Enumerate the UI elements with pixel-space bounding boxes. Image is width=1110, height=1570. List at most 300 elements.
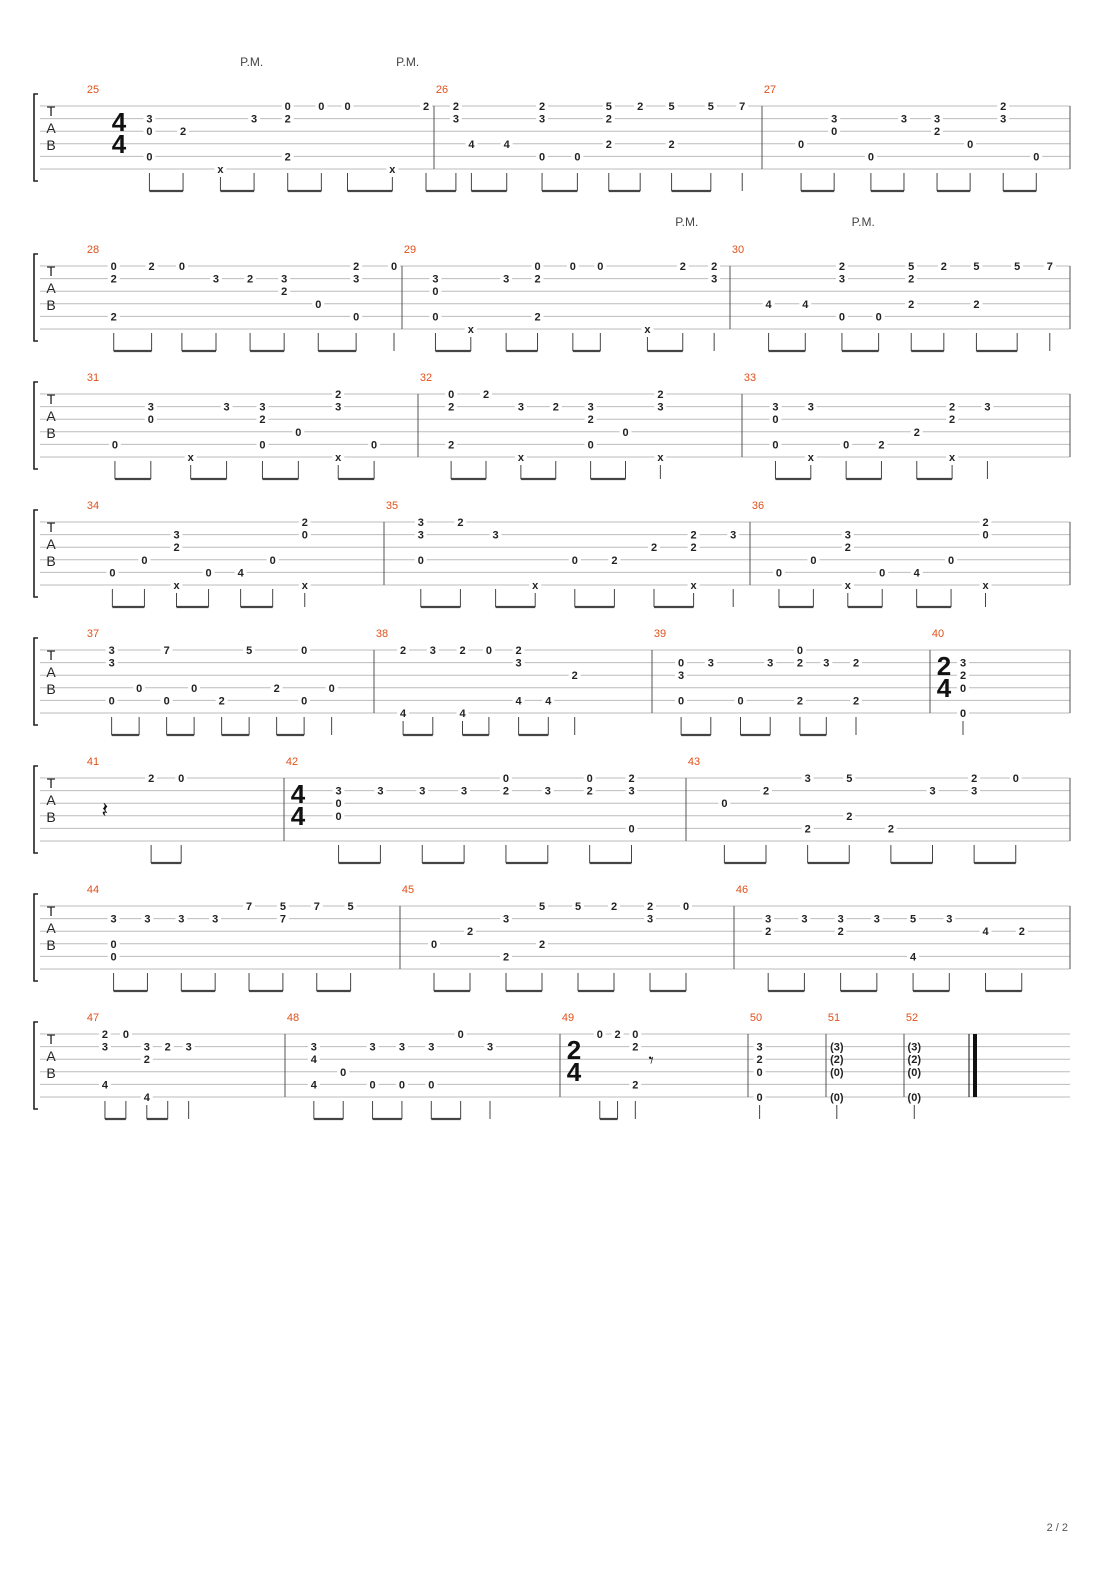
fret-number: 0 [146, 151, 153, 164]
fret-number: 2 [940, 261, 947, 273]
fret-number: 0 [457, 1029, 464, 1041]
fret-number: (0) [907, 1066, 922, 1079]
fret-number: 3 [756, 1041, 763, 1054]
tab-clef-letter: B [46, 809, 56, 825]
fret-number: 7 [163, 645, 170, 657]
fret-number: 2 [281, 286, 288, 299]
fret-number: 0 [982, 529, 989, 542]
measure [386, 500, 739, 607]
fret-number: 7 [739, 101, 746, 113]
tab-system [34, 884, 1070, 991]
measure-number: 49 [561, 1012, 575, 1024]
tab-clef-letter: A [46, 280, 56, 296]
fret-number: 3 [417, 517, 424, 529]
fret-number: 2 [101, 1029, 109, 1041]
dead-note: x [532, 580, 539, 592]
fret-number: 2 [646, 901, 654, 913]
measure [654, 628, 862, 735]
fret-number: 2 [247, 273, 254, 286]
fret-number: 3 [971, 785, 978, 798]
dead-note: x [844, 580, 851, 592]
fret-number: 4 [515, 695, 522, 708]
fret-number: 2 [284, 151, 291, 164]
fret-number: 0 [569, 261, 576, 273]
fret-number: 2 [605, 113, 612, 126]
fret-number: 0 [772, 439, 779, 452]
measure-number: 42 [285, 756, 299, 768]
fret-number: 3 [417, 529, 424, 542]
fret-number: (2) [907, 1054, 922, 1067]
fret-number: 2 [908, 298, 915, 311]
fret-number: 0 [682, 901, 690, 913]
palm-mute-mark: P.M. [240, 55, 264, 69]
dead-note: x [335, 452, 342, 464]
measure [436, 84, 748, 191]
fret-number: 7 [1046, 261, 1053, 273]
fret-number: 5 [1014, 261, 1021, 273]
fret-number: 5 [910, 913, 917, 926]
fret-number: 3 [502, 913, 510, 926]
system-brace [34, 894, 38, 981]
measure-number: 34 [86, 500, 100, 512]
fret-number: (3) [907, 1041, 922, 1054]
measure-number: 30 [731, 244, 745, 256]
tab-system [34, 55, 1070, 191]
fret-number: 3 [369, 1041, 376, 1054]
fret-number: 2 [400, 645, 407, 657]
fret-number: 3 [398, 1041, 405, 1054]
fret-number: 0 [353, 311, 360, 324]
fret-number: 0 [967, 138, 974, 151]
measure [764, 84, 1042, 191]
measure [287, 1012, 496, 1119]
measure-number: 44 [86, 884, 100, 896]
measure-number: 52 [905, 1012, 919, 1024]
fret-number: 3 [646, 913, 654, 926]
measure [752, 500, 992, 607]
measure [736, 884, 1028, 991]
fret-number: 0 [146, 126, 153, 139]
fret-number: 3 [1000, 113, 1007, 126]
fret-number: 3 [711, 273, 718, 286]
fret-number: 4 [910, 951, 917, 964]
fret-number: 3 [628, 785, 635, 798]
measure-number: 32 [419, 372, 433, 384]
fret-number: 7 [313, 901, 320, 913]
time-signature-top: 2 [936, 651, 952, 681]
fret-number: 2 [837, 926, 844, 939]
measure-number: 47 [86, 1012, 100, 1024]
fret-number: 2 [466, 926, 474, 939]
fret-number: 0 [959, 708, 967, 720]
measure-number: 29 [403, 244, 417, 256]
fret-number: 2 [148, 773, 155, 785]
measure [376, 628, 581, 735]
tab-clef-letter: B [46, 137, 56, 153]
fret-number: 0 [538, 151, 546, 164]
fret-number: 3 [486, 1041, 494, 1054]
measure [932, 628, 969, 735]
fret-number: 2 [959, 670, 967, 683]
fret-number: 0 [1033, 151, 1040, 164]
fret-number: 2 [353, 261, 360, 273]
system-brace [34, 94, 38, 181]
tab-clef-letter: B [46, 553, 56, 569]
fret-number: 3 [517, 401, 524, 414]
fret-number: 2 [611, 554, 618, 567]
fret-number: 0 [110, 951, 117, 964]
dead-note: x [301, 580, 308, 592]
fret-number: 2 [148, 261, 155, 273]
fret-number: 0 [136, 682, 143, 695]
fret-number: 3 [310, 1041, 317, 1054]
measure-number: 33 [743, 372, 757, 384]
fret-number: 2 [949, 401, 956, 414]
measure-number: 31 [86, 372, 100, 384]
fret-number: 5 [538, 901, 546, 913]
time-signature-bottom: 4 [566, 1057, 582, 1087]
measure-number: 27 [763, 84, 777, 96]
measure [87, 756, 187, 863]
measure-number: 25 [86, 84, 100, 96]
fret-number: 3 [101, 1041, 109, 1054]
fret-number: 0 [340, 1066, 347, 1079]
fret-number: 0 [798, 138, 805, 151]
fret-number: 2 [301, 517, 308, 529]
tab-system [34, 1012, 1070, 1119]
measure [87, 84, 462, 191]
measure [906, 1012, 921, 1119]
fret-number: 3 [143, 1041, 150, 1054]
fret-number: 0 [959, 682, 967, 695]
fret-number: 0 [571, 554, 578, 567]
fret-number: 4 [765, 298, 772, 311]
measure [87, 244, 400, 351]
fret-number: 2 [422, 101, 430, 113]
measure [87, 1012, 195, 1119]
fret-number: 2 [502, 785, 510, 798]
fret-number: 0 [301, 529, 308, 542]
fret-number: 0 [810, 554, 817, 567]
fret-number: 2 [878, 439, 885, 452]
fret-number: 2 [610, 901, 618, 913]
fret-number: 0 [269, 554, 276, 567]
fret-number: 4 [459, 708, 466, 720]
fret-number: 5 [574, 901, 582, 913]
fret-number: 0 [122, 1029, 129, 1041]
fret-number: 3 [429, 645, 436, 657]
fret-number: 0 [428, 1079, 435, 1092]
dead-note: x [467, 324, 474, 336]
fret-number: 2 [690, 529, 697, 542]
fret-number: 0 [534, 261, 541, 273]
fret-number: 2 [913, 426, 920, 439]
fret-number: 3 [147, 401, 154, 414]
fret-number: 3 [432, 273, 439, 286]
fret-number: 2 [552, 401, 559, 414]
fret-number: 2 [679, 261, 686, 273]
fret-number: 3 [452, 113, 459, 126]
fret-number: 0 [678, 695, 685, 708]
tab-clef-letter: T [46, 647, 56, 663]
measure [562, 1012, 654, 1119]
fret-number: 2 [796, 657, 803, 670]
fret-number: 3 [144, 913, 151, 926]
fret-number: 3 [259, 401, 266, 414]
fret-number: 7 [245, 901, 253, 913]
tab-clef-letter: T [46, 903, 56, 919]
fret-number: 0 [1012, 773, 1019, 785]
fret-number: 0 [417, 554, 424, 567]
fret-number: 5 [668, 101, 675, 113]
tab-system [34, 372, 1070, 479]
fret-number: 0 [948, 554, 955, 567]
fret-number: 0 [597, 261, 604, 273]
fret-number: 2 [632, 1079, 639, 1092]
fret-number: 3 [419, 785, 426, 798]
fret-number: 0 [831, 126, 838, 139]
fret-number: 3 [503, 273, 510, 286]
palm-mute-mark: P.M. [851, 215, 875, 229]
system-brace [34, 1022, 38, 1109]
fret-number: 3 [767, 657, 774, 670]
fret-number: 4 [143, 1092, 150, 1104]
fret-number: 3 [212, 913, 219, 926]
fret-number: 2 [887, 823, 894, 836]
measure [286, 756, 638, 863]
fret-number: 0 [432, 311, 439, 324]
fret-number: 2 [110, 273, 117, 286]
measure-number: 26 [435, 84, 449, 96]
fret-number: 2 [448, 401, 455, 414]
fret-number: 3 [772, 401, 779, 414]
tab-clef-letter: B [46, 297, 56, 313]
fret-number: 2 [1018, 926, 1025, 939]
fret-number: 2 [448, 439, 455, 452]
fret-number: 3 [461, 785, 468, 798]
fret-number: 3 [900, 113, 908, 126]
fret-number: 3 [251, 113, 258, 126]
fret-number: 2 [632, 1041, 639, 1054]
fret-number: 2 [973, 298, 980, 311]
dead-note: x [657, 452, 664, 464]
measure [828, 1012, 844, 1119]
fret-number: 3 [538, 113, 546, 126]
measure-number: 38 [375, 628, 389, 640]
fret-number: 2 [143, 1054, 150, 1067]
fret-number: (0) [830, 1066, 844, 1079]
fret-number: 2 [949, 414, 956, 427]
page-number: 2 / 2 [1046, 1522, 1068, 1534]
fret-number: 0 [875, 311, 882, 324]
fret-number: 2 [482, 389, 490, 401]
fret-number: 2 [218, 695, 225, 708]
measure [87, 628, 338, 735]
fret-number: 3 [831, 113, 838, 126]
fret-number: 3 [178, 913, 185, 926]
dead-note: x [807, 452, 814, 464]
fret-number: 0 [315, 298, 322, 311]
fret-number: 2 [452, 101, 459, 113]
fret-number: 2 [180, 126, 187, 139]
fret-number: 3 [185, 1041, 192, 1054]
fret-number: (2) [830, 1054, 844, 1067]
fret-number: 0 [737, 695, 744, 708]
system-brace [34, 254, 38, 341]
fret-number: 0 [838, 311, 846, 324]
fret-number: 0 [775, 567, 783, 580]
fret-number: 2 [690, 542, 697, 555]
fret-number: 5 [973, 261, 980, 273]
fret-number: 4 [913, 567, 920, 580]
tab-clef-letter: B [46, 937, 56, 953]
fret-number: 0 [843, 439, 850, 452]
fret-number: 5 [605, 101, 612, 113]
fret-number: 3 [801, 913, 808, 926]
fret-number: 3 [173, 529, 180, 542]
fret-number: 5 [246, 645, 253, 657]
fret-number: 3 [844, 529, 851, 542]
fret-number: 0 [371, 439, 378, 452]
fret-number: 2 [657, 389, 664, 401]
fret-number: 0 [879, 567, 886, 580]
fret-number: 2 [614, 1029, 621, 1041]
fret-number: 2 [846, 810, 853, 823]
fret-number: 3 [108, 657, 115, 670]
fret-number: 0 [448, 389, 455, 401]
fret-number: 3 [110, 913, 117, 926]
fret-number: 0 [335, 810, 342, 823]
fret-number: 3 [281, 273, 288, 286]
fret-number: 2 [587, 414, 594, 427]
fret-number: 3 [837, 913, 844, 926]
fret-number: (0) [830, 1092, 844, 1104]
fret-number: 0 [111, 439, 118, 452]
measure [688, 756, 1022, 863]
fret-number: 3 [335, 785, 342, 798]
fret-number: 2 [459, 645, 466, 657]
fret-number: 2 [852, 657, 860, 670]
fret-number: 2 [844, 542, 851, 555]
fret-number: 0 [596, 1029, 603, 1041]
dead-note: x [217, 164, 224, 176]
fret-number: 3 [929, 785, 936, 798]
fret-number: 2 [765, 926, 772, 939]
fret-number: 4 [310, 1054, 317, 1067]
fret-number: 0 [328, 682, 335, 695]
fret-number: 3 [428, 1041, 435, 1054]
fret-number: 2 [273, 682, 280, 695]
quarter-rest: 𝄽 [101, 797, 109, 823]
fret-number: 2 [971, 773, 978, 785]
tab-clef-letter: A [46, 120, 56, 136]
dead-note: x [187, 452, 194, 464]
fret-number: 2 [605, 138, 612, 151]
fret-number: 5 [707, 101, 714, 113]
fret-number: 2 [534, 273, 541, 286]
dead-note: x [173, 580, 180, 592]
fret-number: 2 [110, 311, 117, 324]
fret-number: 0 [678, 657, 685, 670]
palm-mute-mark: P.M. [675, 215, 699, 229]
fret-number: 2 [637, 101, 644, 113]
tab-system [34, 215, 1070, 351]
measure [87, 884, 357, 991]
tab-clef-letter: T [46, 263, 56, 279]
fret-number: 2 [1000, 101, 1007, 113]
tab-clef-letter: B [46, 681, 56, 697]
fret-number: 2 [982, 517, 989, 529]
fret-number: 2 [284, 113, 291, 126]
fret-number: 2 [908, 273, 915, 286]
tab-clef-letter: A [46, 1048, 56, 1064]
fret-number: 3 [838, 273, 846, 286]
fret-number: 0 [344, 101, 351, 113]
tab-clef-letter: T [46, 519, 56, 535]
system-brace [34, 766, 38, 853]
fret-number: 2 [838, 261, 846, 273]
system-brace [34, 382, 38, 469]
fret-number: 0 [178, 773, 185, 785]
fret-number: 3 [515, 657, 522, 670]
fret-number: 0 [301, 695, 308, 708]
fret-number: 0 [163, 695, 170, 708]
fret-number: 0 [178, 261, 185, 273]
time-signature-top: 4 [290, 779, 306, 809]
fret-number: 4 [310, 1079, 317, 1092]
time-signature-bottom: 4 [111, 129, 127, 159]
fret-number: 5 [279, 901, 286, 913]
tab-clef-letter: B [46, 1065, 56, 1081]
fret-number: 0 [390, 261, 398, 273]
measure [87, 500, 311, 607]
fret-number: 2 [259, 414, 266, 427]
fret-number: 3 [933, 113, 941, 126]
fret-number: 0 [335, 798, 342, 811]
measure-number: 51 [827, 1012, 841, 1024]
fret-number: 0 [628, 823, 635, 836]
fret-number: 4 [982, 926, 989, 939]
fret-number: 3 [108, 645, 115, 657]
fret-number: (3) [830, 1041, 844, 1054]
measure [744, 372, 994, 479]
fret-number: (0) [907, 1092, 922, 1104]
fret-number: 4 [468, 138, 475, 151]
fret-number: 3 [678, 670, 685, 683]
measure [87, 372, 380, 479]
fret-number: 0 [756, 1092, 763, 1104]
fret-number: 2 [457, 517, 464, 529]
fret-number: 2 [534, 311, 541, 324]
fret-number: 2 [804, 823, 811, 836]
tab-system [34, 500, 1070, 607]
tab-clef-letter: B [46, 425, 56, 441]
fret-number: 2 [933, 126, 941, 139]
fret-number: 3 [959, 657, 967, 670]
fret-number: 0 [867, 151, 874, 164]
fret-number: 0 [141, 554, 148, 567]
tab-clef-letter: A [46, 408, 56, 424]
measure-number: 48 [286, 1012, 300, 1024]
fret-number: 3 [587, 401, 594, 414]
tab-system [34, 756, 1070, 863]
time-signature-top: 2 [566, 1035, 582, 1065]
fret-number: 0 [110, 938, 117, 951]
measure-number: 37 [86, 628, 100, 640]
tab-clef-letter: T [46, 775, 56, 791]
measure-number: 43 [687, 756, 701, 768]
fret-number: 0 [295, 426, 302, 439]
